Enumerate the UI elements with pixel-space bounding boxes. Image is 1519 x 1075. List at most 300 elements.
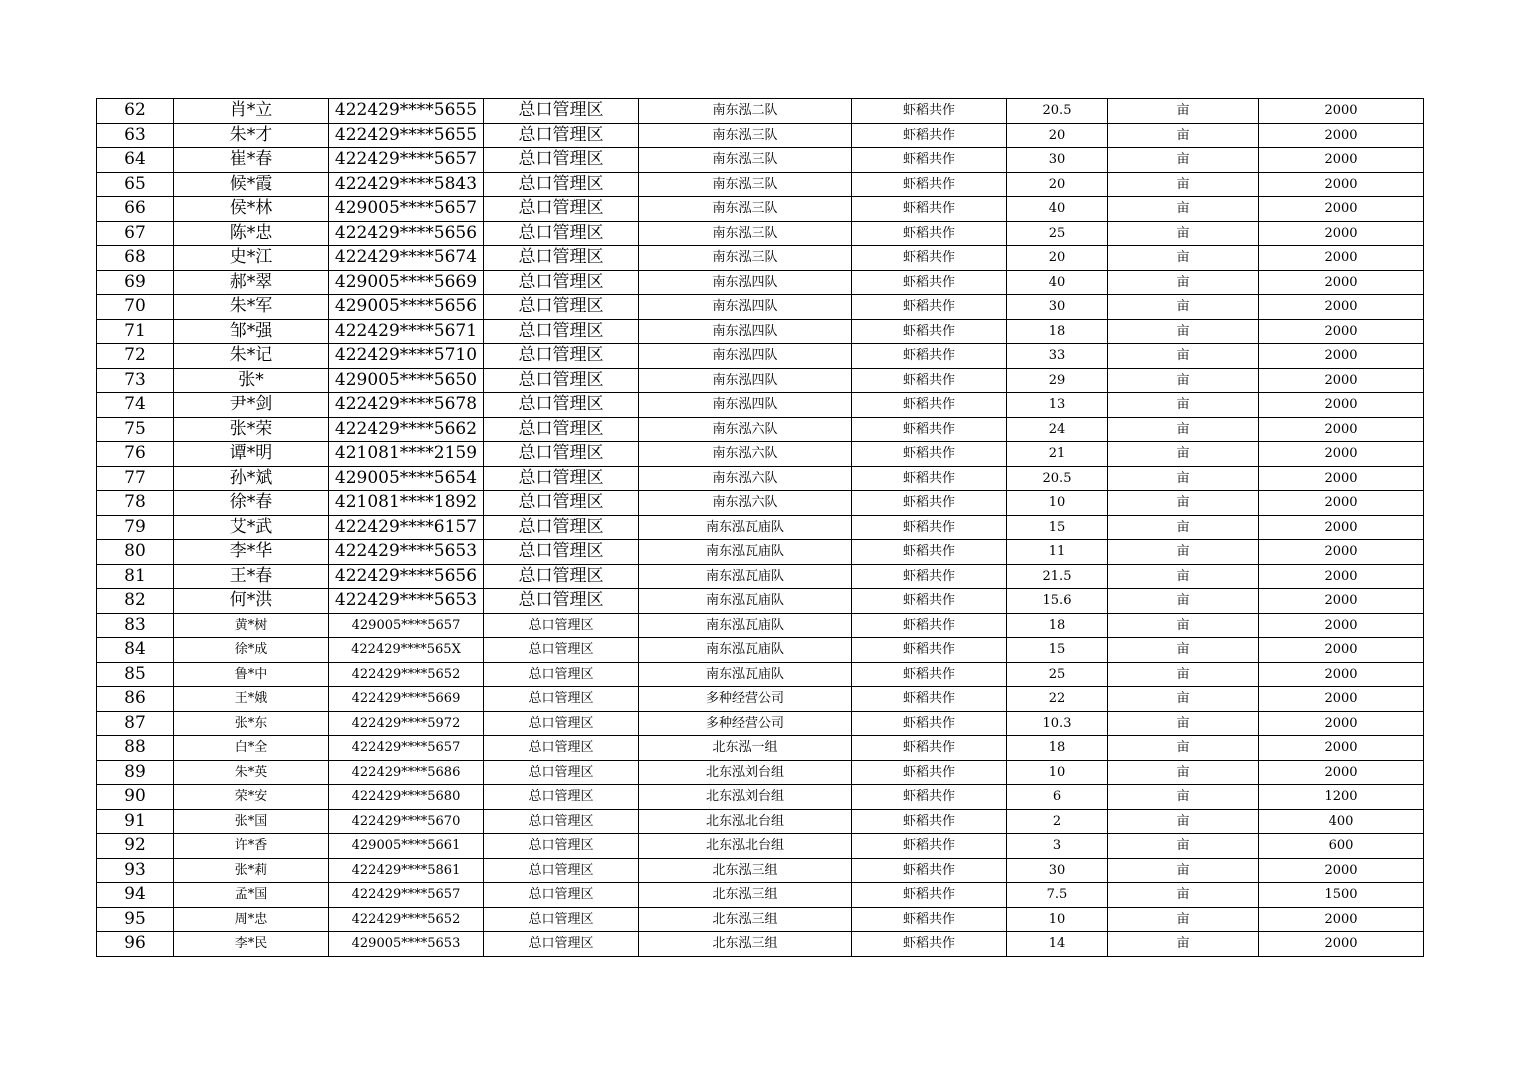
team-cell: 北东泓刘台组 bbox=[639, 760, 852, 785]
subsidy-table bbox=[96, 98, 1424, 957]
name-cell: 史*江 bbox=[174, 246, 329, 271]
id-number-cell: 422429****5843 bbox=[329, 172, 484, 197]
row-number-cell: 92 bbox=[97, 834, 174, 859]
table-row bbox=[97, 246, 1424, 271]
team-cell: 南东泓三队 bbox=[639, 148, 852, 173]
team-cell: 北东泓一组 bbox=[639, 736, 852, 761]
amount-cell: 2000 bbox=[1259, 540, 1424, 565]
table-row bbox=[97, 809, 1424, 834]
name-cell: 李*民 bbox=[174, 932, 329, 957]
unit-cell: 亩 bbox=[1108, 221, 1259, 246]
area-size-cell: 21.5 bbox=[1007, 564, 1108, 589]
unit-cell: 亩 bbox=[1108, 883, 1259, 908]
name-cell: 王*春 bbox=[174, 564, 329, 589]
management-area-cell: 总口管理区 bbox=[484, 638, 639, 663]
amount-cell: 2000 bbox=[1259, 295, 1424, 320]
farming-type-cell: 虾稻共作 bbox=[852, 221, 1007, 246]
table-row bbox=[97, 785, 1424, 810]
name-cell: 郝*翠 bbox=[174, 270, 329, 295]
row-number-cell: 96 bbox=[97, 932, 174, 957]
row-number-cell: 75 bbox=[97, 417, 174, 442]
name-cell: 张*东 bbox=[174, 711, 329, 736]
farming-type-cell: 虾稻共作 bbox=[852, 687, 1007, 712]
amount-cell: 2000 bbox=[1259, 760, 1424, 785]
area-size-cell: 25 bbox=[1007, 221, 1108, 246]
id-number-cell: 422429****5657 bbox=[329, 148, 484, 173]
amount-cell: 2000 bbox=[1259, 491, 1424, 516]
id-number-cell: 422429****5656 bbox=[329, 564, 484, 589]
name-cell: 朱*记 bbox=[174, 344, 329, 369]
team-cell: 南东泓三队 bbox=[639, 197, 852, 222]
amount-cell: 2000 bbox=[1259, 99, 1424, 124]
management-area-cell: 总口管理区 bbox=[484, 662, 639, 687]
area-size-cell: 20.5 bbox=[1007, 99, 1108, 124]
row-number-cell: 91 bbox=[97, 809, 174, 834]
name-cell: 朱*军 bbox=[174, 295, 329, 320]
unit-cell: 亩 bbox=[1108, 442, 1259, 467]
id-number-cell: 422429****5680 bbox=[329, 785, 484, 810]
amount-cell: 2000 bbox=[1259, 638, 1424, 663]
farming-type-cell: 虾稻共作 bbox=[852, 907, 1007, 932]
name-cell: 白*全 bbox=[174, 736, 329, 761]
table-row bbox=[97, 711, 1424, 736]
table-row bbox=[97, 368, 1424, 393]
management-area-cell: 总口管理区 bbox=[484, 515, 639, 540]
id-number-cell: 429005****5657 bbox=[329, 197, 484, 222]
unit-cell: 亩 bbox=[1108, 246, 1259, 271]
team-cell: 南东泓瓦庙队 bbox=[639, 589, 852, 614]
row-number-cell: 72 bbox=[97, 344, 174, 369]
farming-type-cell: 虾稻共作 bbox=[852, 368, 1007, 393]
name-cell: 许*香 bbox=[174, 834, 329, 859]
id-number-cell: 422429****5861 bbox=[329, 858, 484, 883]
unit-cell: 亩 bbox=[1108, 736, 1259, 761]
management-area-cell: 总口管理区 bbox=[484, 466, 639, 491]
id-number-cell: 429005****5657 bbox=[329, 613, 484, 638]
team-cell: 南东泓瓦庙队 bbox=[639, 540, 852, 565]
farming-type-cell: 虾稻共作 bbox=[852, 564, 1007, 589]
unit-cell: 亩 bbox=[1108, 540, 1259, 565]
unit-cell: 亩 bbox=[1108, 319, 1259, 344]
management-area-cell: 总口管理区 bbox=[484, 834, 639, 859]
team-cell: 多种经营公司 bbox=[639, 711, 852, 736]
row-number-cell: 76 bbox=[97, 442, 174, 467]
area-size-cell: 20 bbox=[1007, 172, 1108, 197]
id-number-cell: 422429****5652 bbox=[329, 662, 484, 687]
farming-type-cell: 虾稻共作 bbox=[852, 417, 1007, 442]
table-row bbox=[97, 344, 1424, 369]
farming-type-cell: 虾稻共作 bbox=[852, 246, 1007, 271]
table-row bbox=[97, 834, 1424, 859]
table-row bbox=[97, 932, 1424, 957]
team-cell: 北东泓北台组 bbox=[639, 834, 852, 859]
name-cell: 李*华 bbox=[174, 540, 329, 565]
area-size-cell: 10 bbox=[1007, 760, 1108, 785]
amount-cell: 2000 bbox=[1259, 564, 1424, 589]
table-row bbox=[97, 564, 1424, 589]
row-number-cell: 87 bbox=[97, 711, 174, 736]
management-area-cell: 总口管理区 bbox=[484, 246, 639, 271]
row-number-cell: 80 bbox=[97, 540, 174, 565]
id-number-cell: 422429****5657 bbox=[329, 883, 484, 908]
farming-type-cell: 虾稻共作 bbox=[852, 295, 1007, 320]
management-area-cell: 总口管理区 bbox=[484, 809, 639, 834]
farming-type-cell: 虾稻共作 bbox=[852, 344, 1007, 369]
area-size-cell: 20.5 bbox=[1007, 466, 1108, 491]
unit-cell: 亩 bbox=[1108, 662, 1259, 687]
row-number-cell: 81 bbox=[97, 564, 174, 589]
management-area-cell: 总口管理区 bbox=[484, 148, 639, 173]
table-row bbox=[97, 172, 1424, 197]
unit-cell: 亩 bbox=[1108, 295, 1259, 320]
team-cell: 南东泓三队 bbox=[639, 221, 852, 246]
area-size-cell: 10 bbox=[1007, 907, 1108, 932]
name-cell: 徐*春 bbox=[174, 491, 329, 516]
table-row bbox=[97, 295, 1424, 320]
name-cell: 张*荣 bbox=[174, 417, 329, 442]
table-row bbox=[97, 515, 1424, 540]
area-size-cell: 10 bbox=[1007, 491, 1108, 516]
area-size-cell: 14 bbox=[1007, 932, 1108, 957]
team-cell: 南东泓瓦庙队 bbox=[639, 613, 852, 638]
table-row bbox=[97, 883, 1424, 908]
farming-type-cell: 虾稻共作 bbox=[852, 393, 1007, 418]
team-cell: 南东泓三队 bbox=[639, 172, 852, 197]
management-area-cell: 总口管理区 bbox=[484, 932, 639, 957]
management-area-cell: 总口管理区 bbox=[484, 270, 639, 295]
unit-cell: 亩 bbox=[1108, 785, 1259, 810]
id-number-cell: 429005****5669 bbox=[329, 270, 484, 295]
amount-cell: 2000 bbox=[1259, 123, 1424, 148]
team-cell: 南东泓四队 bbox=[639, 368, 852, 393]
management-area-cell: 总口管理区 bbox=[484, 564, 639, 589]
row-number-cell: 89 bbox=[97, 760, 174, 785]
id-number-cell: 422429****5678 bbox=[329, 393, 484, 418]
team-cell: 北东泓三组 bbox=[639, 858, 852, 883]
row-number-cell: 88 bbox=[97, 736, 174, 761]
name-cell: 王*娥 bbox=[174, 687, 329, 712]
id-number-cell: 422429****5669 bbox=[329, 687, 484, 712]
name-cell: 张*莉 bbox=[174, 858, 329, 883]
area-size-cell: 30 bbox=[1007, 148, 1108, 173]
name-cell: 尹*剑 bbox=[174, 393, 329, 418]
farming-type-cell: 虾稻共作 bbox=[852, 123, 1007, 148]
farming-type-cell: 虾稻共作 bbox=[852, 99, 1007, 124]
name-cell: 周*忠 bbox=[174, 907, 329, 932]
area-size-cell: 30 bbox=[1007, 295, 1108, 320]
area-size-cell: 15 bbox=[1007, 638, 1108, 663]
amount-cell: 2000 bbox=[1259, 368, 1424, 393]
id-number-cell: 429005****5650 bbox=[329, 368, 484, 393]
amount-cell: 600 bbox=[1259, 834, 1424, 859]
name-cell: 侯*林 bbox=[174, 197, 329, 222]
amount-cell: 2000 bbox=[1259, 736, 1424, 761]
id-number-cell: 422429****5655 bbox=[329, 99, 484, 124]
management-area-cell: 总口管理区 bbox=[484, 221, 639, 246]
management-area-cell: 总口管理区 bbox=[484, 417, 639, 442]
row-number-cell: 70 bbox=[97, 295, 174, 320]
table-row bbox=[97, 736, 1424, 761]
name-cell: 陈*忠 bbox=[174, 221, 329, 246]
table-row bbox=[97, 417, 1424, 442]
table-row bbox=[97, 148, 1424, 173]
area-size-cell: 2 bbox=[1007, 809, 1108, 834]
team-cell: 南东泓三队 bbox=[639, 123, 852, 148]
row-number-cell: 85 bbox=[97, 662, 174, 687]
amount-cell: 2000 bbox=[1259, 711, 1424, 736]
row-number-cell: 78 bbox=[97, 491, 174, 516]
unit-cell: 亩 bbox=[1108, 613, 1259, 638]
amount-cell: 2000 bbox=[1259, 907, 1424, 932]
id-number-cell: 422429****565X bbox=[329, 638, 484, 663]
unit-cell: 亩 bbox=[1108, 907, 1259, 932]
table-row bbox=[97, 907, 1424, 932]
table-row bbox=[97, 858, 1424, 883]
id-number-cell: 422429****5652 bbox=[329, 907, 484, 932]
table-row bbox=[97, 197, 1424, 222]
management-area-cell: 总口管理区 bbox=[484, 907, 639, 932]
team-cell: 南东泓四队 bbox=[639, 270, 852, 295]
farming-type-cell: 虾稻共作 bbox=[852, 515, 1007, 540]
unit-cell: 亩 bbox=[1108, 687, 1259, 712]
farming-type-cell: 虾稻共作 bbox=[852, 858, 1007, 883]
name-cell: 张*国 bbox=[174, 809, 329, 834]
amount-cell: 2000 bbox=[1259, 687, 1424, 712]
team-cell: 南东泓瓦庙队 bbox=[639, 638, 852, 663]
farming-type-cell: 虾稻共作 bbox=[852, 711, 1007, 736]
unit-cell: 亩 bbox=[1108, 858, 1259, 883]
amount-cell: 2000 bbox=[1259, 148, 1424, 173]
area-size-cell: 15.6 bbox=[1007, 589, 1108, 614]
area-size-cell: 22 bbox=[1007, 687, 1108, 712]
table-body bbox=[97, 99, 1424, 957]
name-cell: 肖*立 bbox=[174, 99, 329, 124]
team-cell: 南东泓四队 bbox=[639, 344, 852, 369]
table-row bbox=[97, 466, 1424, 491]
management-area-cell: 总口管理区 bbox=[484, 589, 639, 614]
name-cell: 张* bbox=[174, 368, 329, 393]
amount-cell: 2000 bbox=[1259, 393, 1424, 418]
row-number-cell: 65 bbox=[97, 172, 174, 197]
farming-type-cell: 虾稻共作 bbox=[852, 613, 1007, 638]
amount-cell: 2000 bbox=[1259, 589, 1424, 614]
table-row bbox=[97, 221, 1424, 246]
amount-cell: 2000 bbox=[1259, 172, 1424, 197]
area-size-cell: 15 bbox=[1007, 515, 1108, 540]
management-area-cell: 总口管理区 bbox=[484, 613, 639, 638]
id-number-cell: 422429****6157 bbox=[329, 515, 484, 540]
area-size-cell: 21 bbox=[1007, 442, 1108, 467]
management-area-cell: 总口管理区 bbox=[484, 197, 639, 222]
row-number-cell: 79 bbox=[97, 515, 174, 540]
name-cell: 谭*明 bbox=[174, 442, 329, 467]
table-row bbox=[97, 319, 1424, 344]
name-cell: 邹*强 bbox=[174, 319, 329, 344]
table-row bbox=[97, 123, 1424, 148]
unit-cell: 亩 bbox=[1108, 270, 1259, 295]
area-size-cell: 25 bbox=[1007, 662, 1108, 687]
id-number-cell: 422429****5686 bbox=[329, 760, 484, 785]
table-row bbox=[97, 99, 1424, 124]
area-size-cell: 11 bbox=[1007, 540, 1108, 565]
table-row bbox=[97, 540, 1424, 565]
row-number-cell: 62 bbox=[97, 99, 174, 124]
farming-type-cell: 虾稻共作 bbox=[852, 148, 1007, 173]
management-area-cell: 总口管理区 bbox=[484, 760, 639, 785]
name-cell: 鲁*中 bbox=[174, 662, 329, 687]
team-cell: 多种经营公司 bbox=[639, 687, 852, 712]
management-area-cell: 总口管理区 bbox=[484, 883, 639, 908]
team-cell: 北东泓三组 bbox=[639, 932, 852, 957]
row-number-cell: 77 bbox=[97, 466, 174, 491]
unit-cell: 亩 bbox=[1108, 417, 1259, 442]
row-number-cell: 63 bbox=[97, 123, 174, 148]
unit-cell: 亩 bbox=[1108, 638, 1259, 663]
area-size-cell: 40 bbox=[1007, 197, 1108, 222]
management-area-cell: 总口管理区 bbox=[484, 99, 639, 124]
row-number-cell: 86 bbox=[97, 687, 174, 712]
unit-cell: 亩 bbox=[1108, 491, 1259, 516]
row-number-cell: 94 bbox=[97, 883, 174, 908]
name-cell: 孙*斌 bbox=[174, 466, 329, 491]
amount-cell: 2000 bbox=[1259, 417, 1424, 442]
farming-type-cell: 虾稻共作 bbox=[852, 172, 1007, 197]
table-row bbox=[97, 491, 1424, 516]
team-cell: 北东泓刘台组 bbox=[639, 785, 852, 810]
row-number-cell: 69 bbox=[97, 270, 174, 295]
name-cell: 徐*成 bbox=[174, 638, 329, 663]
unit-cell: 亩 bbox=[1108, 148, 1259, 173]
amount-cell: 2000 bbox=[1259, 197, 1424, 222]
farming-type-cell: 虾稻共作 bbox=[852, 834, 1007, 859]
id-number-cell: 422429****5671 bbox=[329, 319, 484, 344]
area-size-cell: 7.5 bbox=[1007, 883, 1108, 908]
amount-cell: 2000 bbox=[1259, 613, 1424, 638]
name-cell: 朱*才 bbox=[174, 123, 329, 148]
name-cell: 孟*国 bbox=[174, 883, 329, 908]
farming-type-cell: 虾稻共作 bbox=[852, 442, 1007, 467]
amount-cell: 2000 bbox=[1259, 319, 1424, 344]
team-cell: 南东泓六队 bbox=[639, 466, 852, 491]
amount-cell: 2000 bbox=[1259, 442, 1424, 467]
area-size-cell: 20 bbox=[1007, 123, 1108, 148]
row-number-cell: 95 bbox=[97, 907, 174, 932]
name-cell: 黄*树 bbox=[174, 613, 329, 638]
unit-cell: 亩 bbox=[1108, 834, 1259, 859]
amount-cell: 2000 bbox=[1259, 662, 1424, 687]
unit-cell: 亩 bbox=[1108, 123, 1259, 148]
unit-cell: 亩 bbox=[1108, 172, 1259, 197]
management-area-cell: 总口管理区 bbox=[484, 344, 639, 369]
id-number-cell: 429005****5653 bbox=[329, 932, 484, 957]
amount-cell: 2000 bbox=[1259, 858, 1424, 883]
area-size-cell: 18 bbox=[1007, 319, 1108, 344]
team-cell: 北东泓三组 bbox=[639, 907, 852, 932]
row-number-cell: 83 bbox=[97, 613, 174, 638]
table-row bbox=[97, 687, 1424, 712]
table-row bbox=[97, 393, 1424, 418]
row-number-cell: 93 bbox=[97, 858, 174, 883]
name-cell: 艾*武 bbox=[174, 515, 329, 540]
area-size-cell: 18 bbox=[1007, 613, 1108, 638]
farming-type-cell: 虾稻共作 bbox=[852, 785, 1007, 810]
management-area-cell: 总口管理区 bbox=[484, 540, 639, 565]
amount-cell: 2000 bbox=[1259, 221, 1424, 246]
farming-type-cell: 虾稻共作 bbox=[852, 466, 1007, 491]
amount-cell: 1200 bbox=[1259, 785, 1424, 810]
unit-cell: 亩 bbox=[1108, 711, 1259, 736]
row-number-cell: 68 bbox=[97, 246, 174, 271]
name-cell: 候*霞 bbox=[174, 172, 329, 197]
area-size-cell: 20 bbox=[1007, 246, 1108, 271]
amount-cell: 2000 bbox=[1259, 932, 1424, 957]
unit-cell: 亩 bbox=[1108, 809, 1259, 834]
table-row bbox=[97, 638, 1424, 663]
id-number-cell: 422429****5710 bbox=[329, 344, 484, 369]
management-area-cell: 总口管理区 bbox=[484, 785, 639, 810]
id-number-cell: 422429****5653 bbox=[329, 589, 484, 614]
farming-type-cell: 虾稻共作 bbox=[852, 760, 1007, 785]
unit-cell: 亩 bbox=[1108, 760, 1259, 785]
area-size-cell: 29 bbox=[1007, 368, 1108, 393]
table-row bbox=[97, 760, 1424, 785]
amount-cell: 2000 bbox=[1259, 515, 1424, 540]
id-number-cell: 422429****5674 bbox=[329, 246, 484, 271]
id-number-cell: 422429****5662 bbox=[329, 417, 484, 442]
team-cell: 南东泓六队 bbox=[639, 417, 852, 442]
amount-cell: 2000 bbox=[1259, 246, 1424, 271]
area-size-cell: 33 bbox=[1007, 344, 1108, 369]
area-size-cell: 3 bbox=[1007, 834, 1108, 859]
id-number-cell: 422429****5653 bbox=[329, 540, 484, 565]
name-cell: 何*洪 bbox=[174, 589, 329, 614]
farming-type-cell: 虾稻共作 bbox=[852, 662, 1007, 687]
farming-type-cell: 虾稻共作 bbox=[852, 270, 1007, 295]
team-cell: 南东泓四队 bbox=[639, 319, 852, 344]
management-area-cell: 总口管理区 bbox=[484, 858, 639, 883]
row-number-cell: 73 bbox=[97, 368, 174, 393]
team-cell: 南东泓四队 bbox=[639, 393, 852, 418]
name-cell: 朱*英 bbox=[174, 760, 329, 785]
amount-cell: 2000 bbox=[1259, 466, 1424, 491]
area-size-cell: 30 bbox=[1007, 858, 1108, 883]
table-row bbox=[97, 589, 1424, 614]
farming-type-cell: 虾稻共作 bbox=[852, 589, 1007, 614]
amount-cell: 400 bbox=[1259, 809, 1424, 834]
management-area-cell: 总口管理区 bbox=[484, 295, 639, 320]
team-cell: 南东泓瓦庙队 bbox=[639, 515, 852, 540]
unit-cell: 亩 bbox=[1108, 393, 1259, 418]
area-size-cell: 10.3 bbox=[1007, 711, 1108, 736]
area-size-cell: 40 bbox=[1007, 270, 1108, 295]
farming-type-cell: 虾稻共作 bbox=[852, 883, 1007, 908]
farming-type-cell: 虾稻共作 bbox=[852, 932, 1007, 957]
name-cell: 荣*安 bbox=[174, 785, 329, 810]
unit-cell: 亩 bbox=[1108, 589, 1259, 614]
unit-cell: 亩 bbox=[1108, 368, 1259, 393]
farming-type-cell: 虾稻共作 bbox=[852, 809, 1007, 834]
management-area-cell: 总口管理区 bbox=[484, 736, 639, 761]
farming-type-cell: 虾稻共作 bbox=[852, 638, 1007, 663]
management-area-cell: 总口管理区 bbox=[484, 687, 639, 712]
farming-type-cell: 虾稻共作 bbox=[852, 736, 1007, 761]
id-number-cell: 422429****5656 bbox=[329, 221, 484, 246]
id-number-cell: 421081****1892 bbox=[329, 491, 484, 516]
team-cell: 南东泓六队 bbox=[639, 491, 852, 516]
management-area-cell: 总口管理区 bbox=[484, 172, 639, 197]
area-size-cell: 24 bbox=[1007, 417, 1108, 442]
id-number-cell: 422429****5972 bbox=[329, 711, 484, 736]
